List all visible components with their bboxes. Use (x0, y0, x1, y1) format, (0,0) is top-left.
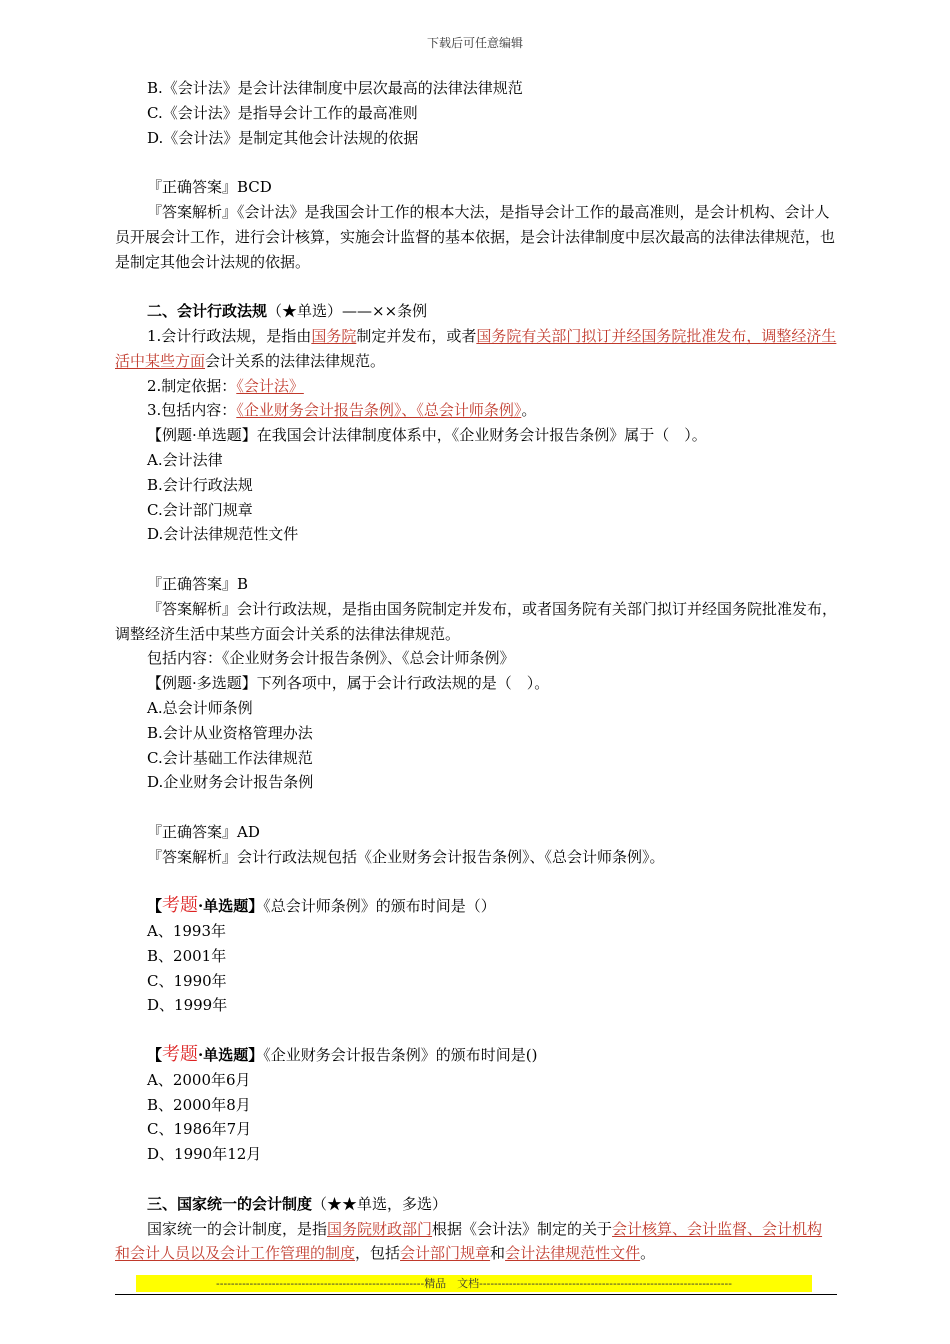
question-1-includes: 包括内容：《企业财务会计报告条例》、《总会计师条例》 (147, 649, 515, 668)
text: 。 (521, 401, 537, 420)
question-4-option-d: D、1990年12月 (147, 1145, 262, 1164)
section-2-point-3 (115, 398, 837, 423)
bracket: 【 (147, 1046, 163, 1065)
text: 。 (640, 1244, 656, 1263)
question-type: ·单选题】 (198, 1046, 264, 1065)
option-d: D.《会计法》是制定其他会计法规的依据 (147, 128, 419, 147)
exam-tag: 考题 (162, 895, 199, 917)
question-4-option-c: C、1986年7月 (147, 1120, 252, 1139)
underline-text: 《企业财务会计报告条例》、《总会计师条例》 (236, 401, 522, 420)
underline-text: 国务院有关部门拟订并经国务院批准发布，调整经济生活中某些方面 (115, 326, 837, 370)
text: ，包括 (355, 1244, 401, 1263)
underline-text: 《会计法》 (236, 376, 304, 395)
question-3-option-d: D、1999年 (147, 996, 228, 1015)
question-4 (115, 1043, 837, 1068)
section-2-title: 二、会计行政法规 (147, 302, 268, 321)
section-2-point-2 (115, 374, 837, 399)
option-c: C.《会计法》是指导会计工作的最高准则 (147, 103, 418, 122)
question-1-option-b: B.会计行政法规 (147, 475, 253, 494)
underline-text: 会计部门规章 (400, 1244, 491, 1263)
section-3-heading (115, 1192, 837, 1217)
question-1-answer: 『正确答案』B (147, 574, 249, 593)
footer-divider (115, 1294, 837, 1295)
question-2-option-c: C.会计基础工作法律规范 (147, 748, 313, 767)
document-body (115, 76, 837, 1266)
underline-text: 国务院 (311, 326, 357, 345)
question-4-option-a: A、2000年6月 (147, 1070, 251, 1089)
answer-analysis: 『答案解析』《会计法》是我国会计工作的根本大法，是指导会计工作的最高准则，是会计机构、会计人员开展会计工作，进行会计核算，实施会计监督的基本依据，是会计法律制度中层次最高的法律法律规范，也是制定其他会计法规的依据。 (115, 202, 836, 271)
section-2-tag: （★单选）——××条例 (267, 302, 428, 321)
question-text: 《总会计师条例》的颁布时间是（） (263, 897, 496, 916)
question-text: 《企业财务会计报告条例》的颁布时间是() (263, 1046, 538, 1065)
correct-answer: 『正确答案』BCD (147, 178, 272, 197)
bracket: 【 (147, 897, 163, 916)
text: 1.会计行政法规，是指由 (147, 326, 312, 345)
underline-text: 会计法律规范性文件 (505, 1244, 641, 1263)
exam-tag: 考题 (162, 1044, 199, 1066)
section-3-title: 三、国家统一的会计制度 (147, 1194, 313, 1213)
question-1-option-a: A.会计法律 (147, 450, 223, 469)
footer-banner: --------------------------------------------------------精品 文档-------------------------------------------------------------------- (136, 1275, 812, 1292)
question-2-option-b: B.会计从业资格管理办法 (147, 723, 313, 742)
question-3-option-c: C、1990年 (147, 971, 227, 990)
question-2-answer: 『正确答案』AD (147, 822, 260, 841)
page-header: 下载后可任意编辑 (426, 36, 523, 50)
question-1-option-c: C.会计部门规章 (147, 500, 253, 519)
section-3-tag: （★★单选，多选） (312, 1194, 448, 1213)
question-1-option-d: D.会计法律规范性文件 (147, 525, 299, 544)
question-2: 【例题·多选题】下列各项中，属于会计行政法规的是（ ）。 (147, 674, 550, 693)
text: 制定并发布，或者 (356, 326, 477, 345)
option-b: B.《会计法》是会计法律制度中层次最高的法律法律规范 (147, 79, 523, 97)
question-3-option-b: B、2001年 (147, 946, 227, 965)
text: 和 (490, 1244, 506, 1263)
section-2-point-1 (115, 324, 837, 374)
question-3 (115, 894, 837, 919)
question-2-analysis: 『答案解析』会计行政法规包括《企业财务会计报告条例》、《总会计师条例》。 (147, 847, 665, 866)
underline-text: 会计核算、会计监督、会计机构和会计人员以及会计工作管理的制度 (115, 1219, 823, 1263)
question-2-option-a: A.总会计师条例 (147, 698, 253, 717)
text: 3.包括内容： (147, 401, 237, 420)
text: 国家统一的会计制度，是指 (147, 1219, 328, 1238)
underline-text: 国务院财政部门 (327, 1219, 433, 1238)
question-1: 【例题·单选题】在我国会计法律制度体系中，《企业财务会计报告条例》属于（ ）。 (147, 426, 707, 445)
question-1-analysis: 『答案解析』会计行政法规，是指由国务院制定并发布，或者国务院有关部门拟订并经国务院批准发布，调整经济生活中某些方面会计关系的法律法律规范。 (115, 599, 838, 643)
section-3-definition (115, 1217, 837, 1267)
question-type: ·单选题】 (198, 897, 264, 916)
text: 根据《会计法》制定的关于 (432, 1219, 613, 1238)
section-2-heading (115, 299, 837, 324)
text: 2.制定依据： (147, 376, 237, 395)
question-3-option-a: A、1993年 (147, 922, 227, 941)
text: 会计关系的法律法律规范。 (205, 351, 386, 370)
question-2-option-d: D.企业财务会计报告条例 (147, 773, 314, 792)
question-4-option-b: B、2000年8月 (147, 1095, 251, 1114)
